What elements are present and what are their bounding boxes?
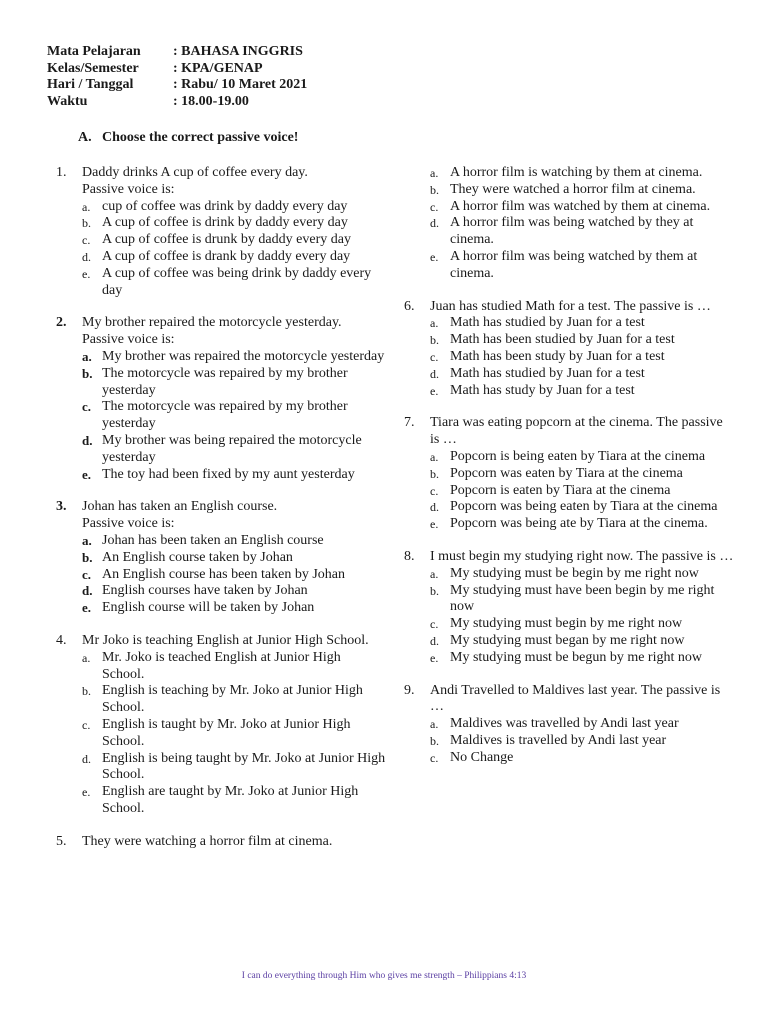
option-text: English is teaching by Mr. Joko at Junior High School. [102,683,363,716]
question-text [82,499,386,533]
header-row-class [47,61,307,78]
option-letter: d. [430,366,439,381]
option-item [82,533,386,550]
option-letter: a. [82,348,92,364]
option-letter: c. [82,233,91,248]
question-number: 2. [56,315,67,331]
option-letter: a. [82,532,92,548]
option-letter: e. [430,650,439,665]
options-list [430,449,734,533]
header-row-date [47,77,307,94]
option-text: A cup of coffee was being drink by daddy every day [102,265,372,298]
option-item [430,716,734,733]
question-9 [404,683,734,767]
option-text: Popcorn was being eaten by Tiara at the cinema [450,499,718,515]
option-item [82,583,386,600]
header-value: : BAHASA INGGRIS [173,44,303,59]
option-item [430,466,734,483]
footer-quote: I can do everything through Him who gives me strength – Philippians 4:13 [241,971,527,981]
option-letter: e. [82,600,92,616]
question-head [56,165,386,199]
option-letter: e. [82,785,91,800]
option-text: Math has studied by Juan for a test [450,315,645,331]
option-letter: c. [430,617,439,632]
option-text: Math has studied by Juan for a test [450,365,645,381]
option-text: English are taught by Mr. Joko at Junior High School. [102,784,359,816]
option-text: cup of coffee was drink by daddy every day [102,198,348,214]
question-line: They were watching a horror film at cinema. [82,833,333,849]
option-letter: c. [430,349,439,364]
option-item [430,650,734,667]
question-number: 5. [56,833,67,849]
left-column [56,165,386,866]
option-letter: a. [82,199,91,214]
option-item [82,349,386,366]
option-text: The toy had been fixed by my aunt yesterday [102,466,355,482]
option-item [82,567,386,584]
header-label: Mata Pelajaran [47,44,141,59]
option-text: English is being taught by Mr. Joko at Junior High School. [102,750,386,783]
option-letter: a. [430,166,439,180]
option-letter: b. [82,549,93,565]
options-list [430,165,734,283]
option-letter: c. [430,483,439,498]
option-text: An English course taken by Johan [102,549,293,565]
question-text [430,683,734,717]
question-number: 4. [56,632,67,648]
option-letter: d. [82,432,93,448]
option-item [430,750,734,767]
option-letter: a. [430,566,439,581]
question-1 [56,165,386,299]
option-item [430,633,734,650]
option-letter: a. [430,449,439,464]
option-letter: a. [82,650,91,665]
option-text: The motorcycle was repaired by my brother yesterday [102,399,348,432]
option-text: My studying must be begin by me right now [450,565,699,581]
option-letter: d. [430,633,439,648]
option-item [82,366,386,400]
question-line: Daddy drinks A cup of coffee every day. [82,165,308,180]
question-head [404,415,734,449]
options-list [82,349,386,483]
option-item [82,784,386,818]
question-number: 8. [404,548,415,564]
option-letter: e. [430,383,439,398]
option-text: Popcorn was eaten by Tiara at the cinema [450,465,683,481]
option-item [430,483,734,500]
option-text: Math has study by Juan for a test [450,382,635,398]
options-list [430,716,734,766]
question-head [404,549,734,566]
section-title [78,130,298,146]
option-letter: b. [430,733,439,748]
option-item [430,315,734,332]
question-7 [404,415,734,533]
option-item [82,433,386,467]
option-item [82,399,386,433]
option-text: A cup of coffee is drank by daddy every day [102,248,351,264]
header-value: : 18.00-19.00 [173,93,249,109]
option-item [82,232,386,249]
question-line: Passive voice is: [82,181,175,197]
option-text: A cup of coffee is drink by daddy every day [102,215,348,231]
option-letter: d. [430,500,439,515]
option-text: Popcorn is eaten by Tiara at the cinema [450,482,671,498]
option-text: My studying must have been begin by me right now [450,582,715,615]
option-letter: b. [82,365,93,381]
header-row-time [47,94,307,111]
question-3 [56,499,386,617]
question-5-options-continued [404,165,734,283]
question-5 [56,834,386,851]
option-letter: b. [430,182,439,197]
options-list [82,650,386,818]
option-item [82,683,386,717]
option-text: Maldives is travelled by Andi last year [450,732,667,748]
question-line: Andi Travelled to Maldives last year. The passive is … [430,682,721,715]
option-item [82,199,386,216]
option-item [430,165,734,182]
question-line: Mr Joko is teaching English at Junior High School. [82,632,369,648]
option-text: A horror film was watched by them at cinema. [450,198,711,214]
option-text: My studying must be begun by me right now [450,649,702,665]
option-item [430,332,734,349]
option-text: Johan has been taken an English course [102,532,324,548]
section-instruction: Choose the correct passive voice! [102,130,299,145]
question-8 [404,549,734,667]
option-letter: d. [82,249,91,264]
option-item [430,215,734,249]
option-text: An English course has been taken by Johan [102,566,345,582]
question-head [404,683,734,717]
option-letter: c. [430,750,439,765]
option-text: A horror film was being watched by they at cinema. [450,215,694,248]
option-text: English courses have taken by Johan [102,583,308,599]
header-label: Hari / Tanggal [47,77,134,92]
option-text: English is taught by Mr. Joko at Junior High School. [102,716,351,749]
worksheet-header [47,44,307,110]
option-letter: b. [82,216,91,231]
options-list [430,566,734,667]
header-row-subject [47,44,307,61]
question-head [56,633,386,650]
question-2 [56,315,386,483]
option-item [82,751,386,785]
option-item [82,215,386,232]
question-line: Passive voice is: [82,516,175,532]
question-line: Passive voice is: [82,332,175,348]
question-line: Juan has studied Math for a test. The passive is … [430,298,711,314]
option-letter: c. [82,717,91,732]
question-line: Johan has taken an English course. [82,499,278,515]
option-item [430,516,734,533]
question-number: 7. [404,415,415,431]
option-item [430,583,734,617]
option-item [430,616,734,633]
question-number: 1. [56,165,67,180]
option-item [430,249,734,283]
option-text: Mr. Joko is teached English at Junior High School. [102,649,341,682]
option-letter: c. [82,399,92,415]
option-item [82,249,386,266]
option-letter: e. [82,266,91,281]
question-line: Tiara was eating popcorn at the cinema. The passive is … [430,415,723,448]
options-list [82,199,386,300]
option-letter: b. [430,466,439,481]
option-text: My brother was being repaired the motorcycle yesterday [102,432,362,465]
options-list [82,533,386,617]
header-value: : Rabu/ 10 Maret 2021 [173,77,308,92]
option-item [430,566,734,583]
question-text [430,299,734,316]
question-4 [56,633,386,818]
question-head [404,299,734,316]
option-text: A horror film was being watched by them at cinema. [450,248,698,281]
question-text [82,315,386,349]
section-letter: A. [78,130,92,145]
option-letter: c. [430,199,439,214]
option-item [430,349,734,366]
option-item [82,550,386,567]
option-text: Popcorn was being ate by Tiara at the cinema. [450,516,708,532]
question-head [56,499,386,533]
option-letter: b. [430,333,439,348]
option-text: No Change [450,749,514,765]
option-text: English course will be taken by Johan [102,600,315,616]
option-item [430,383,734,400]
question-text [82,633,386,650]
right-column [404,165,734,783]
question-head [56,834,386,851]
question-line: I must begin my studying right now. The passive is … [430,548,734,564]
option-letter: e. [82,466,92,482]
option-item [82,600,386,617]
option-item [430,499,734,516]
option-text: My studying must begin by me right now [450,616,683,632]
option-text: A cup of coffee is drunk by daddy every day [102,232,351,248]
question-number: 3. [56,499,67,515]
option-item [430,182,734,199]
option-letter: c. [82,566,92,582]
option-text: The motorcycle was repaired by my brother yesterday [102,365,348,398]
option-letter: e. [430,517,439,532]
option-letter: a. [430,316,439,331]
option-text: Math has been studied by Juan for a test [450,332,675,348]
option-letter: d. [430,216,439,231]
header-label: Kelas/Semester [47,60,139,76]
option-item [430,366,734,383]
options-list [430,315,734,399]
option-item [430,733,734,750]
option-item [82,266,386,300]
option-text: They were watched a horror film at cinema. [450,181,696,197]
option-item [82,467,386,484]
question-text [430,415,734,449]
option-text: My studying must began by me right now [450,632,685,648]
option-text: My brother was repaired the motorcycle yesterday [102,348,385,364]
header-label: Waktu [47,93,88,109]
option-letter: a. [430,717,439,732]
option-text: Math has been study by Juan for a test [450,348,665,364]
option-text: A horror film is watching by them at cinema. [450,165,703,180]
question-head [56,315,386,349]
option-letter: d. [82,751,91,766]
option-text: Popcorn is being eaten by Tiara at the cinema [450,448,706,464]
option-item [430,449,734,466]
option-item [82,717,386,751]
option-item [82,650,386,684]
option-letter: b. [430,583,439,598]
option-letter: d. [82,583,93,599]
question-text [82,165,386,199]
option-letter: e. [430,249,439,264]
question-text [82,834,386,851]
option-letter: b. [82,684,91,699]
question-number: 9. [404,682,415,698]
option-item [430,199,734,216]
option-text: Maldives was travelled by Andi last year [450,716,679,732]
header-value: : KPA/GENAP [173,60,263,76]
question-text [430,549,734,566]
question-line: My brother repaired the motorcycle yesterday. [82,315,342,331]
question-number: 6. [404,298,415,314]
question-6 [404,299,734,400]
